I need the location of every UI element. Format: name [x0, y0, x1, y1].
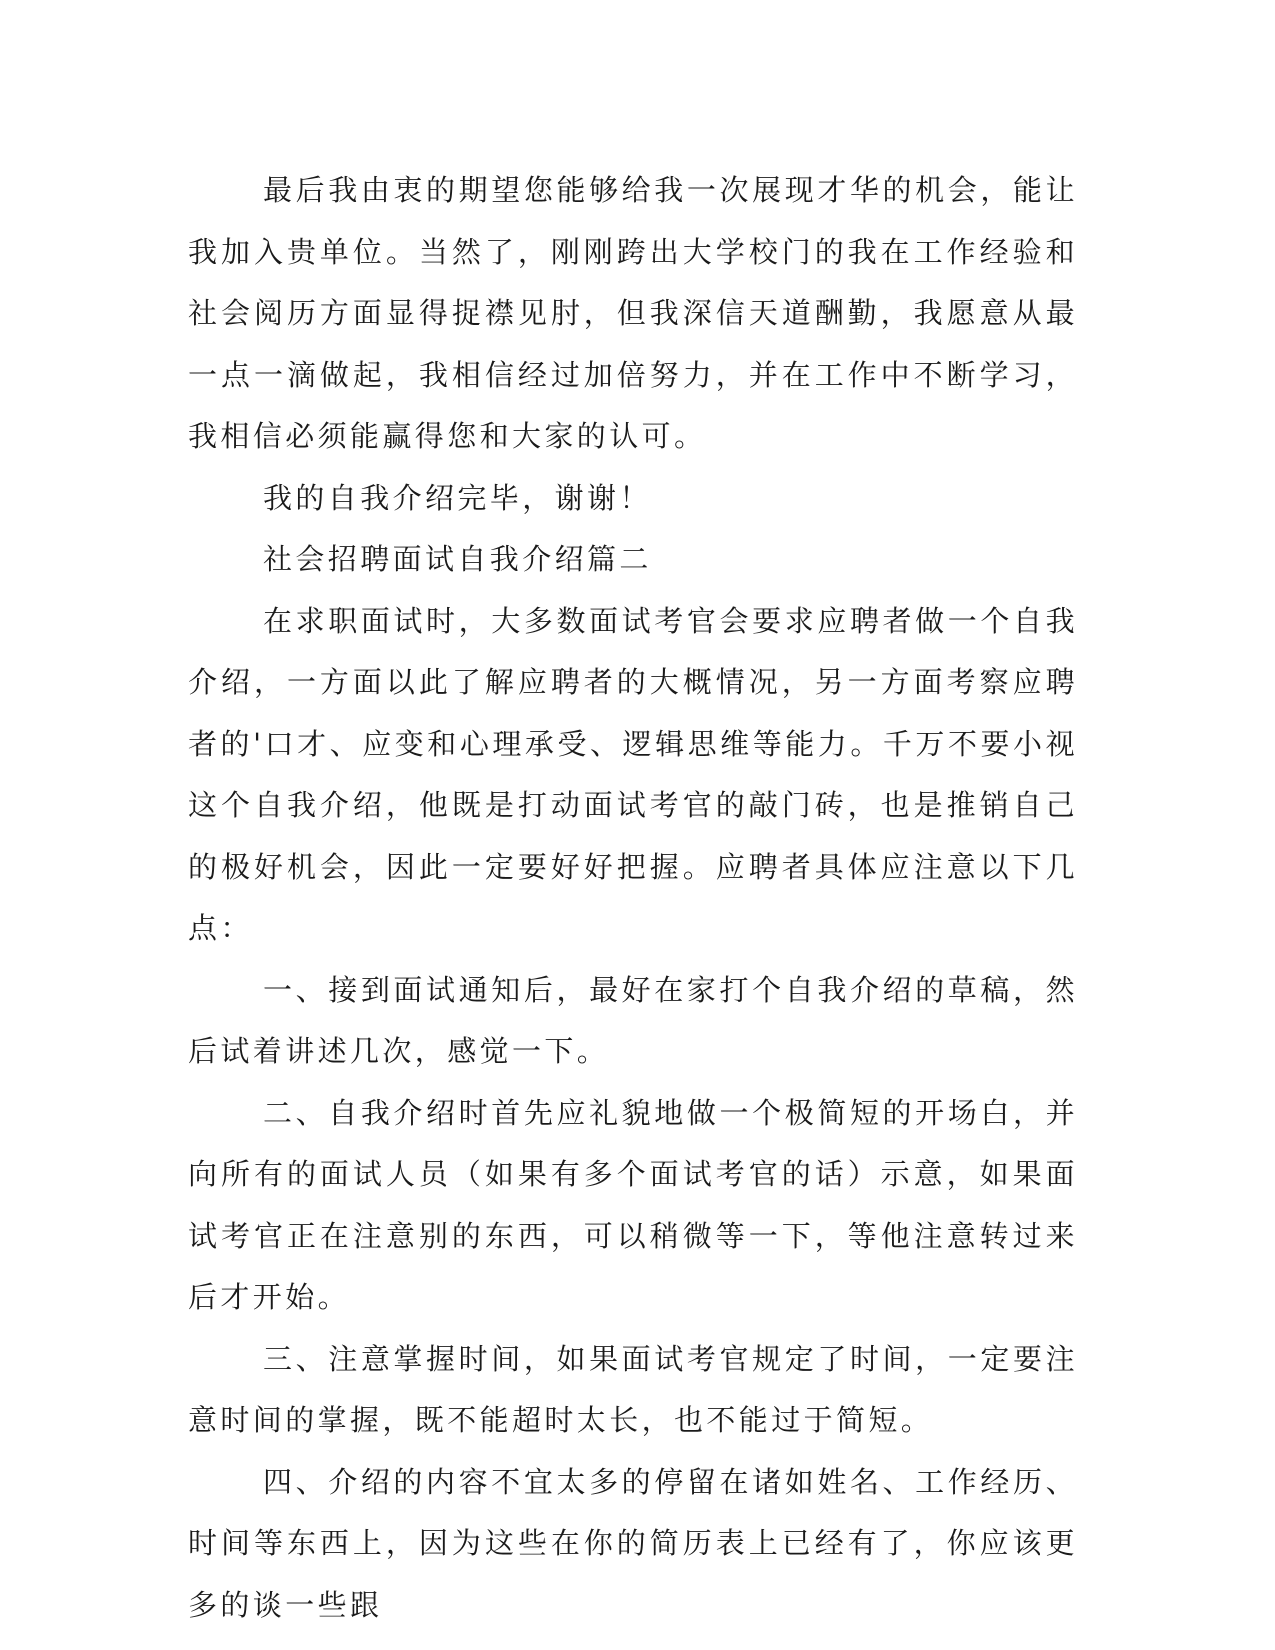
document-body [188, 160, 1078, 1636]
paragraph-closing-hope: 最后我由衷的期望您能够给我一次展现才华的机会，能让我加入贵单位。当然了，刚刚跨出大学校门的我在工作经验和社会阅历方面显得捉襟见肘，但我深信天道酬勤，我愿意从最一点一滴做起，我相信经过加倍努力，并在工作中不断学习，我相信必须能赢得您和大家的认可。 [188, 173, 1078, 453]
list-item-point-1: 一、接到面试通知后，最好在家打个自我介绍的草稿，然后试着讲述几次，感觉一下。 [188, 972, 1078, 1068]
list-item-point-3: 三、注意掌握时间，如果面试考官规定了时间，一定要注意时间的掌握，既不能超时太长，也不能过于简短。 [188, 1341, 1078, 1437]
paragraph-intro-complete: 我的自我介绍完毕，谢谢！ [263, 480, 652, 515]
paragraph-interview-intro: 在求职面试时，大多数面试考官会要求应聘者做一个自我介绍，一方面以此了解应聘者的大概情况，另一方面考察应聘者的'口才、应变和心理承受、逻辑思维等能力。千万不要小视这个自我介绍，他既是打动面试考官的敲门砖，也是推销自己的极好机会，因此一定要好好把握。应聘者具体应注意以下几点： [188, 603, 1078, 945]
list-item-point-2: 二、自我介绍时首先应礼貌地做一个极简短的开场白，并向所有的面试人员（如果有多个面试考官的话）示意，如果面试考官正在注意别的东西，可以稍微等一下，等他注意转过来后才开始。 [188, 1095, 1078, 1314]
list-item-point-4: 四、介绍的内容不宜太多的停留在诸如姓名、工作经历、时间等东西上，因为这些在你的简历表上已经有了，你应该更多的谈一些跟 [188, 1464, 1078, 1622]
section-heading: 社会招聘面试自我介绍篇二 [263, 542, 652, 576]
